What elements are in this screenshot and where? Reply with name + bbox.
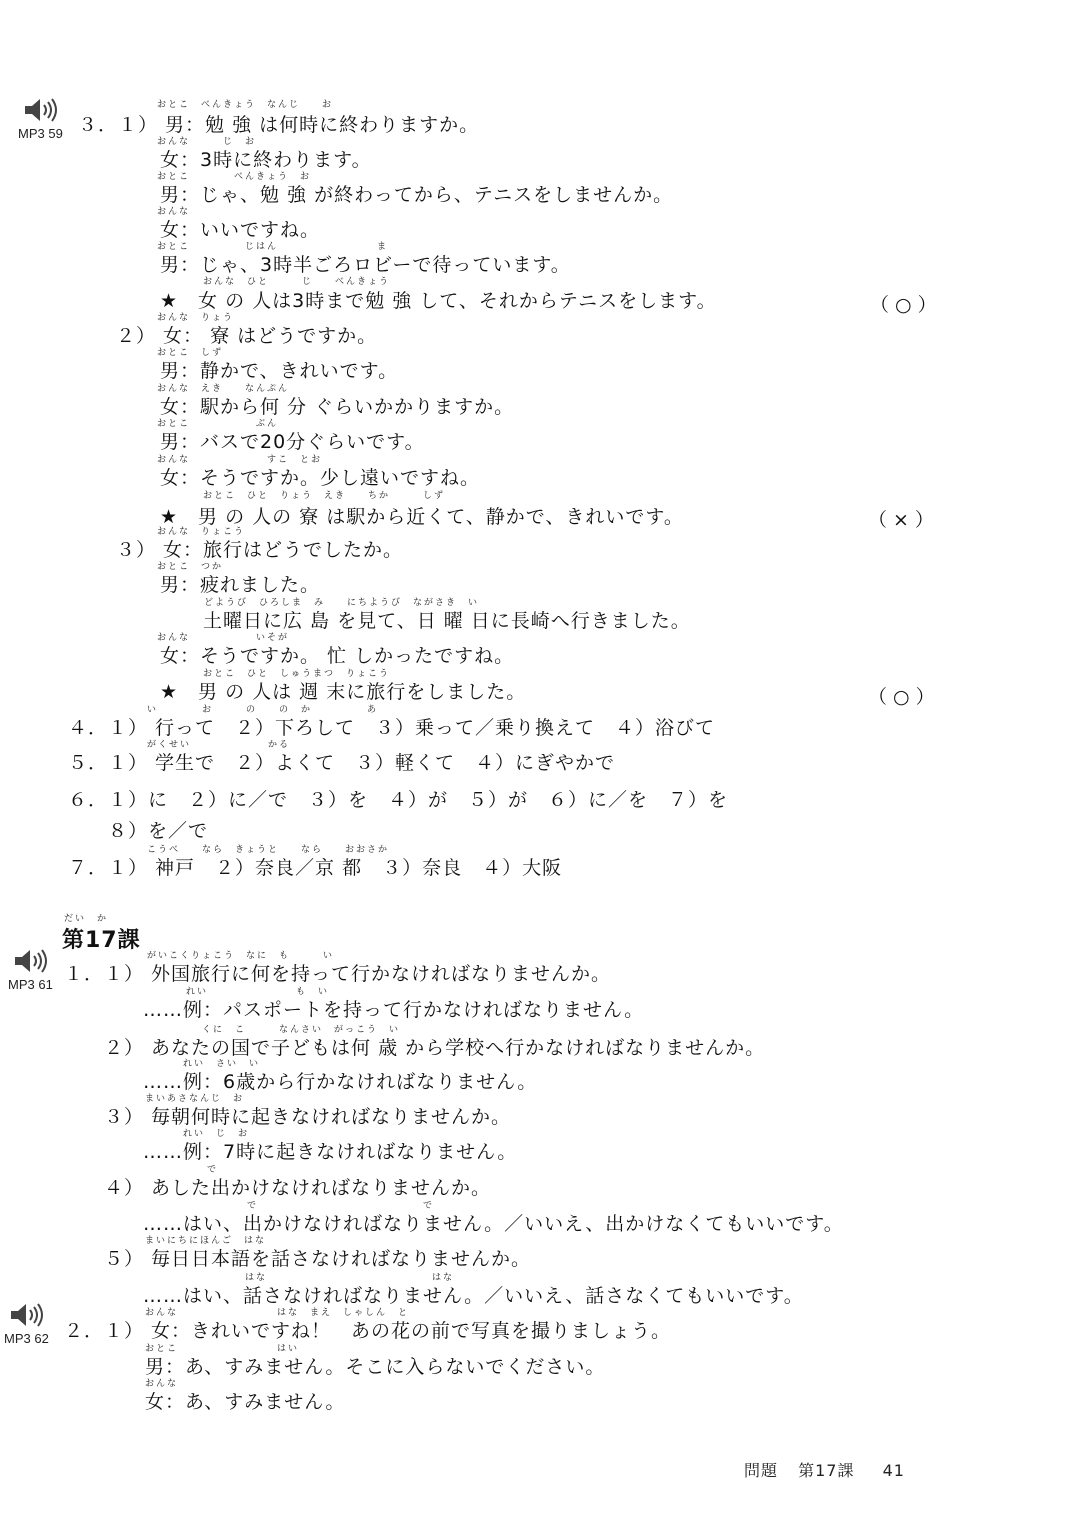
furigana: おんな いそが	[157, 633, 290, 643]
furigana: おんな じ お	[157, 137, 257, 147]
furigana: れい も い	[186, 987, 330, 997]
true-false-mark: （○）	[870, 294, 943, 316]
furigana: がくせい かる	[147, 740, 291, 750]
answer-line: ６．１）に ２）に／で ３）を ４）が ５）が ６）に／を ７）を	[68, 789, 729, 811]
footer-lesson: 第17課	[798, 1461, 855, 1480]
speaker-icon[interactable]	[12, 948, 52, 974]
answer-line: ……例：6歳から行かなければなりません。	[143, 1071, 538, 1093]
audio-track-label: MP3 59	[18, 126, 63, 141]
page-footer	[744, 1458, 905, 1481]
dialogue-line: ２．１） 女：きれいですね！ あの花の前で写真を撮りましょう。	[64, 1320, 672, 1342]
lesson-title: 第17課	[62, 928, 141, 953]
furigana: おんな	[145, 1379, 179, 1389]
answer-line: ……例：7時に起きなければなりません。	[143, 1141, 518, 1163]
dialogue-line: 男：じゃ、勉 強 が終わってから、テニスをしませんか。	[160, 184, 674, 206]
furigana: れい さい い	[183, 1059, 261, 1069]
furigana: くに こ なんさい がっこう い	[202, 1025, 401, 1035]
answer-line: ７．１） 神戸 ２）奈良／京 都 ３）奈良 ４）大阪	[68, 857, 563, 879]
furigana: おんな はな まえ しゃしん と	[145, 1308, 410, 1318]
furigana: で	[207, 1165, 219, 1175]
speaker-icon[interactable]	[8, 1302, 48, 1328]
answer-line: ８）を／で	[108, 820, 209, 842]
furigana: はな はな	[245, 1273, 455, 1283]
answer-line: ……例：パスポートを持って行かなければなりません。	[143, 999, 645, 1021]
furigana: おとこ つか	[157, 562, 224, 572]
answer-line: ３．１） 男：勉 強 は何時に終わりますか。	[78, 114, 480, 136]
answer-line: ４） あした出かけなければなりませんか。	[104, 1177, 492, 1199]
furigana: おとこ ひと しゅうまつ りょこう	[203, 669, 391, 679]
furigana: おとこ ひと りょう えき ちか しず	[203, 491, 446, 501]
statement-line: ★ 男 の 人は 週 末に旅行をしました。	[160, 681, 527, 703]
dialogue-line: 土曜日に広 島 を見て、日 曜 日に長崎へ行きました。	[203, 610, 691, 632]
furigana: まいあさなんじ お	[145, 1094, 245, 1104]
furigana: おとこ じはん ま	[157, 242, 389, 252]
furigana: おんな えき なんぷん	[157, 384, 290, 394]
furigana: い お の の か あ	[147, 705, 379, 715]
furigana: おんな すこ とお	[157, 455, 323, 465]
furigana: おんな ひと じ べんきょう	[203, 277, 391, 287]
furigana: だい か	[64, 914, 109, 924]
answer-line: ２） あなたの国で子どもは何 歳 から学校へ行かなければなりませんか。	[104, 1037, 766, 1059]
furigana: おんな りょう	[157, 313, 235, 323]
furigana: おとこ はい	[145, 1344, 300, 1354]
answer-line: ５．１） 学生で ２）よくて ３）軽くて ４）にぎやかで	[68, 752, 616, 774]
furigana: おとこ べんきょう なんじ お	[157, 100, 334, 110]
furigana: まいにちにほんご はな	[145, 1236, 267, 1246]
answer-line: １．１） 外国旅行に何を持って行かなければなりませんか。	[64, 963, 612, 985]
furigana: れい じ お	[183, 1129, 250, 1139]
answer-line: ４．１） 行って ２）下ろして ３）乗って／乗り換えて ４）浴びて	[68, 717, 716, 739]
dialogue-line: ２） 女： 寮 はどうですか。	[116, 325, 378, 347]
furigana: おとこ べんきょう お	[157, 172, 312, 182]
speaker-icon[interactable]	[22, 97, 62, 123]
furigana: こうべ なら きょうと なら おおさか	[147, 845, 390, 855]
furigana: おんな	[157, 207, 191, 217]
answer-line: ……はい、話さなければなりません。／いいえ、話さなくてもいいです。	[143, 1285, 804, 1307]
dialogue-line: ３） 女：旅行はどうでしたか。	[116, 539, 404, 561]
dialogue-line: 女：そうですか。少し遠いですね。	[160, 467, 481, 489]
page-number: 41	[882, 1461, 905, 1480]
dialogue-line: 男：あ、すみません。そこに入らないでください。	[145, 1356, 606, 1378]
dialogue-line: 女：駅から何 分 ぐらいかかりますか。	[160, 396, 515, 418]
answer-line: ５） 毎日日本語を話さなければなりませんか。	[104, 1248, 532, 1270]
furigana: がいこくりょこう なに も い	[147, 951, 335, 961]
furigana: おとこ ぶん	[157, 419, 279, 429]
dialogue-line: 女：3時に終わります。	[160, 149, 372, 171]
furigana: おんな りょこう	[157, 527, 246, 537]
furigana: どようび ひろしま み にちようび ながさき い	[204, 598, 480, 608]
statement-line: ★ 男 の 人の 寮 は駅から近くて、静かで、きれいです。	[160, 506, 684, 528]
statement-line: ★ 女 の 人は3時まで勉 強 して、それからテニスをします。	[160, 290, 717, 312]
audio-track-label: MP3 62	[4, 1331, 49, 1346]
dialogue-line: 女：いいですね。	[160, 219, 321, 241]
dialogue-line: 男：疲れました。	[160, 574, 321, 596]
true-false-mark: （○）	[868, 686, 941, 708]
dialogue-line: 男：バスで20分ぐらいです。	[160, 431, 425, 453]
dialogue-line: 女：そうですか。 忙 しかったですね。	[160, 645, 515, 667]
furigana: おとこ しず	[157, 348, 224, 358]
audio-track-label: MP3 61	[8, 977, 53, 992]
answer-line: ３） 毎朝何時に起きなければなりませんか。	[104, 1106, 512, 1128]
true-false-mark: （×）	[868, 509, 940, 531]
dialogue-line: 男：静かで、きれいです。	[160, 360, 399, 382]
answer-line: ……はい、出かけなければなりません。／いいえ、出かけなくてもいいです。	[143, 1213, 844, 1235]
furigana: で で	[247, 1201, 435, 1211]
dialogue-line: 男：じゃ、3時半ごろロビーで待っています。	[160, 254, 571, 276]
dialogue-line: 女：あ、すみません。	[145, 1391, 346, 1413]
footer-section: 問題	[744, 1461, 779, 1480]
